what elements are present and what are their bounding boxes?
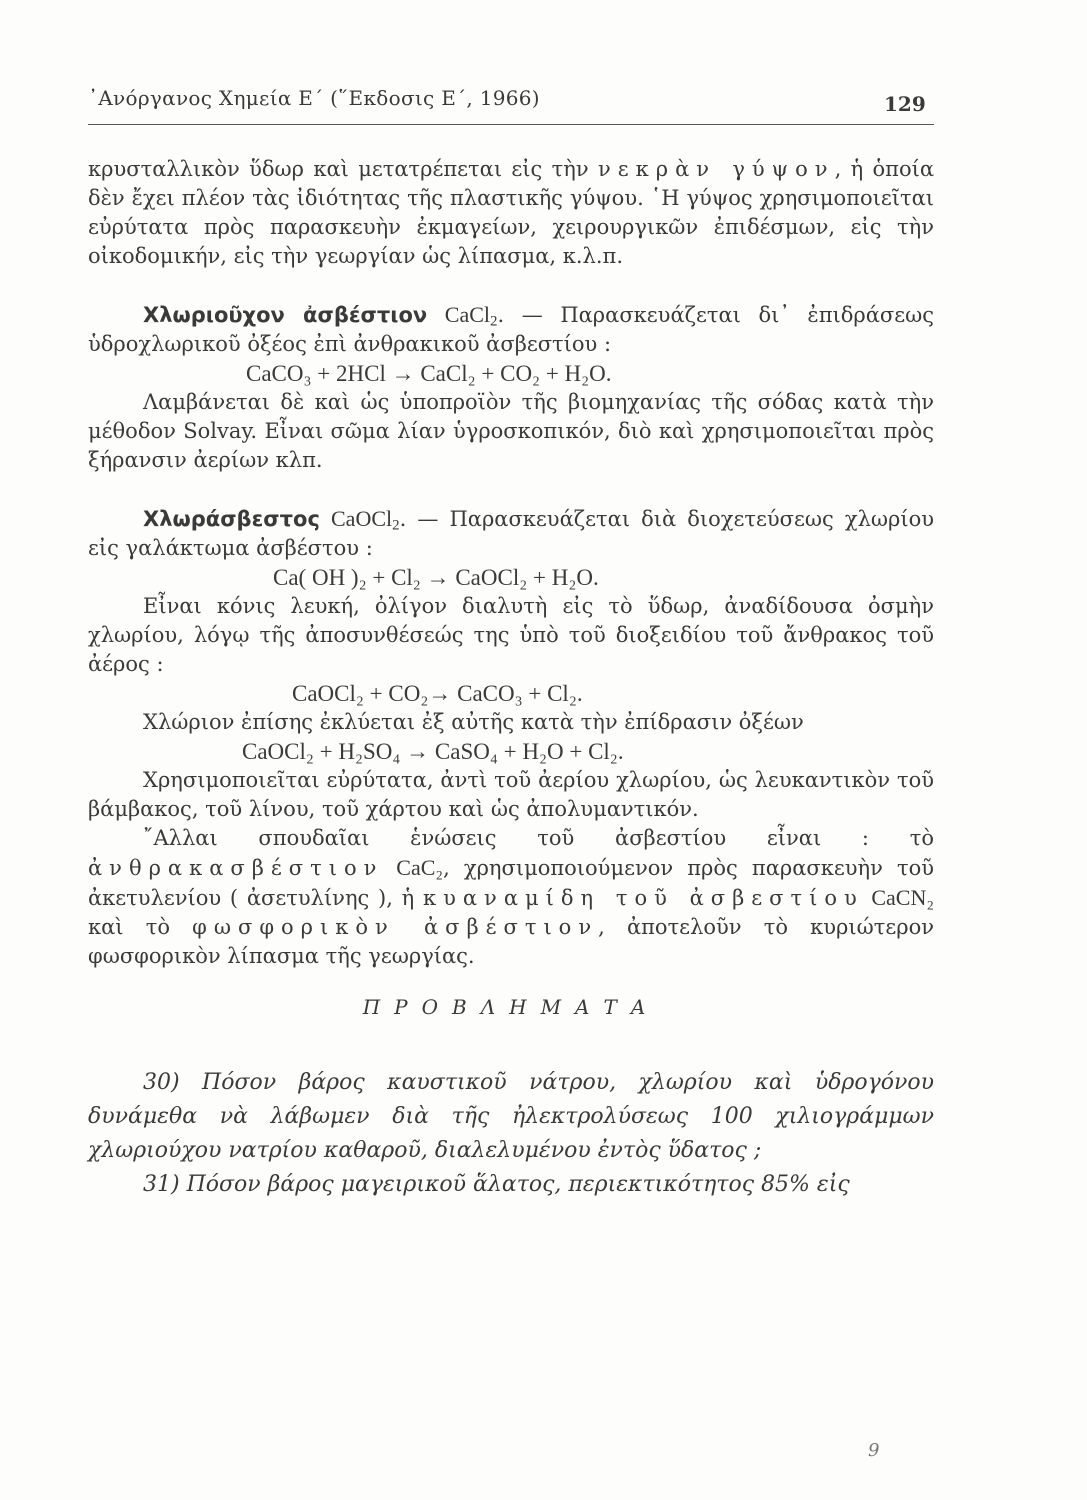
intro-text: κρυσταλλικὸν ὕδωρ καὶ μετατρέπεται εἰς τὴν <box>88 157 598 181</box>
problem-item: 30) Πόσον βάρος καυστικοῦ νάτρου, χλωρίου καὶ ὑδρογόνου δυνάμεθα νὰ λάβωμεν διὰ τῆς ἠλεκτρολύσεως 100 χιλιογράμμων χλωριούχου νατρίου καθαροῦ, διαλελυμένου ἐντὸς ὕδατος ; <box>88 1070 934 1163</box>
section-formula: CaCl$_2$ <box>444 302 498 330</box>
problems-heading: ΠΡΟΒΛΗΜΑΤΑ <box>362 995 660 1019</box>
emphasized-term: νεκρὰν γύψον <box>597 157 835 181</box>
cacl2-section <box>88 300 934 359</box>
other-compounds-paragraph: ῎Αλλαι σπουδαῖαι ἑνώσεις τοῦ ἀσβεστίου εἶναι : τὸ ἀνθρακασβέστιον CaC₂, χρησιμοποιούμενον πρὸς παρασκευὴν τοῦ ἀκετυλενίου ( ἀσετυλίνης ), ἡ κυαναμίδη τοῦ ἀσβεστίου CaCN₂ καὶ τὸ φωσφορικὸν ἀσβέστιον, ἀποτελοῦν τὸ κυριώτερον φωσφορικὸν λίπασμα τῆς γεωργίας. <box>88 826 935 968</box>
running-header: ᾿Ανόργανος Χημεία Ε΄ (῞Εκδοσις Ε΄, 1966) <box>88 86 540 110</box>
emphasized-term: φωσφορικὸν ἀσβέστιον <box>192 915 599 939</box>
paragraph: Εἶναι κόνις λευκή, ὀλίγον διαλυτὴ εἰς τὸ ὕδωρ, ἀναδίδουσα ὀσμὴν χλωρίου, λόγῳ τῆς ἀποσυνθέσεώς της ὑπὸ τοῦ διοξειδίου τοῦ ἄνθρακος τοῦ ἀέρος : <box>88 594 934 676</box>
paragraph: Χρησιμοποιεῖται εὐρύτατα, ἀντὶ τοῦ ἀερίου χλωρίου, ὡς λευκαντικὸν τοῦ βάμβακος, τοῦ λίνου, τοῦ χάρτου καὶ ὡς ἀπολυμαντικόν. <box>88 768 934 821</box>
emphasized-term: ἀνθρακασβέστιον <box>88 856 384 880</box>
intro-paragraph <box>88 155 934 271</box>
equation: CaCO₃ + 2HCl → CaCl₂ + CO₂ + H₂O. <box>246 361 612 386</box>
body-text <box>88 155 934 1202</box>
paragraph: Λαμβάνεται δὲ καὶ ὡς ὑποπροϊὸν τῆς βιομηχανίας τῆς σόδας κατὰ τὴν μέθοδον Solvay. Εἶναι σῶμα λίαν ὑγροσκοπικόν, διὸ καὶ χρησιμοποιεῖται πρὸς ξήρανσιν ἀερίων κλπ. <box>88 390 934 472</box>
section-intro: . — Παρασκευάζεται δι᾿ ἐπιδράσεως ὑδροχλωρικοῦ ὀξέος ἐπὶ ἀνθρακικοῦ ἀσβεστίου : <box>88 303 934 356</box>
paragraph: Χλώριον ἐπίσης ἐκλύεται ἐξ αὐτῆς κατὰ τὴν ἐπίδρασιν ὀξέων <box>143 710 804 734</box>
signature-mark: 9 <box>868 1440 880 1461</box>
problem-item: 31) Πόσον βάρος μαγειρικοῦ ἅλατος, περιεκτικότητος 85% εἰς <box>143 1172 850 1197</box>
equation: Ca( OH )₂ + Cl₂ → CaOCl₂ + H₂O. <box>273 565 599 590</box>
emphasized-term: κυαναμίδη τοῦ ἀσβεστίου <box>422 886 864 910</box>
caocl2-section <box>88 504 934 563</box>
intro-text-cont: , ἡ ὁποία δὲν ἔχει πλέον τὰς ἰδιότητας τῆς πλαστικῆς γύψου. ῾Η γύψος χρησιμοποιεῖται εὐρύτατα πρὸς παρασκευὴν ἐκμαγείων, χειρουργικῶν ἐπιδέσμων, εἰς τὴν οἰκοδομικήν, εἰς τὴν γεωργίαν ὡς λίπασμα, κ.λ.π. <box>88 157 935 268</box>
formula: CaCN₂ <box>863 885 935 910</box>
section-formula: CaOCl$_2$ <box>331 506 400 534</box>
section-term: Χλωράσβεστος <box>143 507 320 531</box>
section-intro: . — Παρασκευάζεται διὰ διοχετεύσεως χλωρίου εἰς γαλάκτωμα ἀσβέστου : <box>88 507 934 560</box>
page-number: 129 <box>884 92 926 116</box>
formula: CaC₂ <box>383 855 444 880</box>
header-rule <box>88 124 934 125</box>
equation: CaOCl₂ + H₂SO₄ → CaSO₄ + H₂O + Cl₂. <box>242 739 624 764</box>
equation: CaOCl₂ + CO₂→ CaCO₃ + Cl₂. <box>292 681 583 706</box>
section-term: Χλωριοῦχον ἀσβέστιον <box>143 303 428 327</box>
